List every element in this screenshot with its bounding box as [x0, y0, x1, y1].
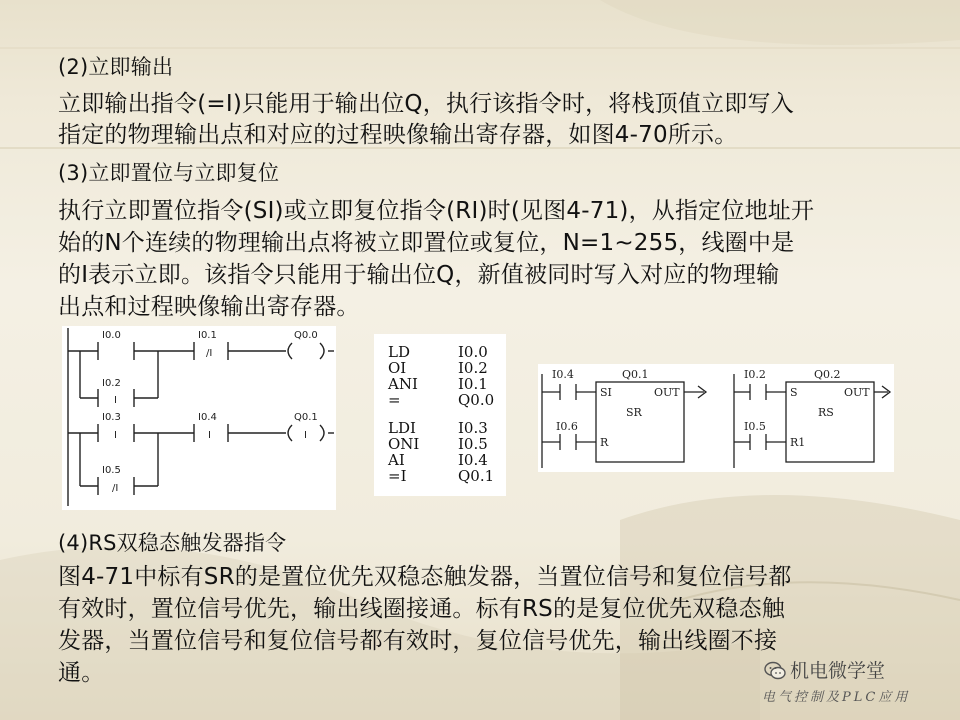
ff-label: I0.2 — [744, 368, 766, 381]
ff-label: R1 — [790, 436, 806, 449]
ladder-label: I0.0 — [102, 330, 121, 341]
ff-label: Q0.2 — [814, 368, 841, 381]
stl-op: LDI — [388, 419, 416, 437]
ff-label: OUT — [654, 386, 680, 399]
ladder-label: I0.5 — [102, 465, 121, 476]
ff-label: SR — [626, 406, 642, 419]
stl-arg: I0.0 — [458, 343, 488, 361]
ff-label: SI — [600, 386, 612, 399]
stl-arg: I0.4 — [458, 451, 488, 469]
ff-label: I0.6 — [556, 420, 578, 433]
ladder-symbol: I — [114, 430, 117, 441]
ladder-label: Q0.0 — [294, 330, 318, 341]
ladder-label: I0.4 — [198, 412, 217, 423]
stl-arg: I0.2 — [458, 359, 488, 377]
ladder-label: I0.3 — [102, 412, 121, 423]
ladder-symbol: /I — [112, 483, 119, 494]
heading-rs-flipflop: (4)RS双稳态触发器指令 — [58, 531, 287, 555]
stl-arg: I0.5 — [458, 435, 488, 453]
ladder-symbol: /I — [206, 348, 213, 359]
watermark-brand: 机电微学堂 — [790, 660, 886, 682]
paragraph-line: 通。 — [58, 660, 105, 686]
stl-op: ONI — [388, 435, 420, 453]
ff-label: R — [600, 436, 609, 449]
footer-course-title: 电气控制及PLC应用 — [762, 690, 911, 705]
paragraph-line: 发器，当置位信号和复位信号都有效时，复位信号优先，输出线圈不接 — [58, 628, 778, 654]
ff-label: I0.5 — [744, 420, 766, 433]
ladder-label: Q0.1 — [294, 412, 318, 423]
stl-arg: Q0.1 — [458, 467, 495, 485]
paragraph-line: 立即输出指令(=I)只能用于输出位Q，执行该指令时，将栈顶值立即写入 — [58, 91, 794, 117]
paragraph-line: 出点和过程映像输出寄存器。 — [58, 294, 360, 320]
ladder-diagram — [62, 326, 336, 510]
heading-immediate-output: (2)立即输出 — [58, 55, 174, 79]
ff-label: I0.4 — [552, 368, 574, 381]
ff-label: S — [790, 386, 798, 399]
heading-immediate-set-reset: (3)立即置位与立即复位 — [58, 161, 280, 185]
ff-label: Q0.1 — [622, 368, 649, 381]
paragraph-line: 执行立即置位指令(SI)或立即复位指令(RI)时(见图4-71)，从指定位地址开 — [58, 198, 815, 224]
stl-op: AI — [388, 451, 405, 469]
stl-op: =I — [388, 467, 407, 485]
stl-op: OI — [388, 359, 407, 377]
stl-op: ANI — [388, 375, 418, 393]
ladder-label: I0.2 — [102, 378, 121, 389]
ladder-symbol: I — [114, 395, 117, 406]
stl-op: = — [388, 391, 401, 409]
stl-listing — [374, 334, 506, 496]
stl-arg: I0.3 — [458, 419, 488, 437]
ladder-symbol: I — [304, 430, 307, 441]
stl-arg: Q0.0 — [458, 391, 495, 409]
paragraph-line: 图4-71中标有SR的是置位优先双稳态触发器，当置位信号和复位信号都 — [58, 564, 792, 590]
ff-label: OUT — [844, 386, 870, 399]
paragraph-line: 的I表示立即。该指令只能用于输出位Q，新值被同时写入对应的物理输 — [58, 262, 780, 288]
paragraph-line: 指定的物理输出点和对应的过程映像输出寄存器，如图4-70所示。 — [58, 122, 738, 148]
paragraph-line: 始的N个连续的物理输出点将被立即置位或复位，N=1~255，线圈中是 — [58, 230, 795, 256]
wechat-icon — [764, 660, 786, 682]
stl-arg: I0.1 — [458, 375, 488, 393]
flipflop-diagram — [538, 364, 894, 472]
ff-label: RS — [818, 406, 834, 419]
ladder-label: I0.1 — [198, 330, 217, 341]
paragraph-line: 有效时，置位信号优先，输出线圈接通。标有RS的是复位优先双稳态触 — [58, 596, 785, 622]
ladder-symbol: I — [208, 430, 211, 441]
stl-op: LD — [388, 343, 410, 361]
